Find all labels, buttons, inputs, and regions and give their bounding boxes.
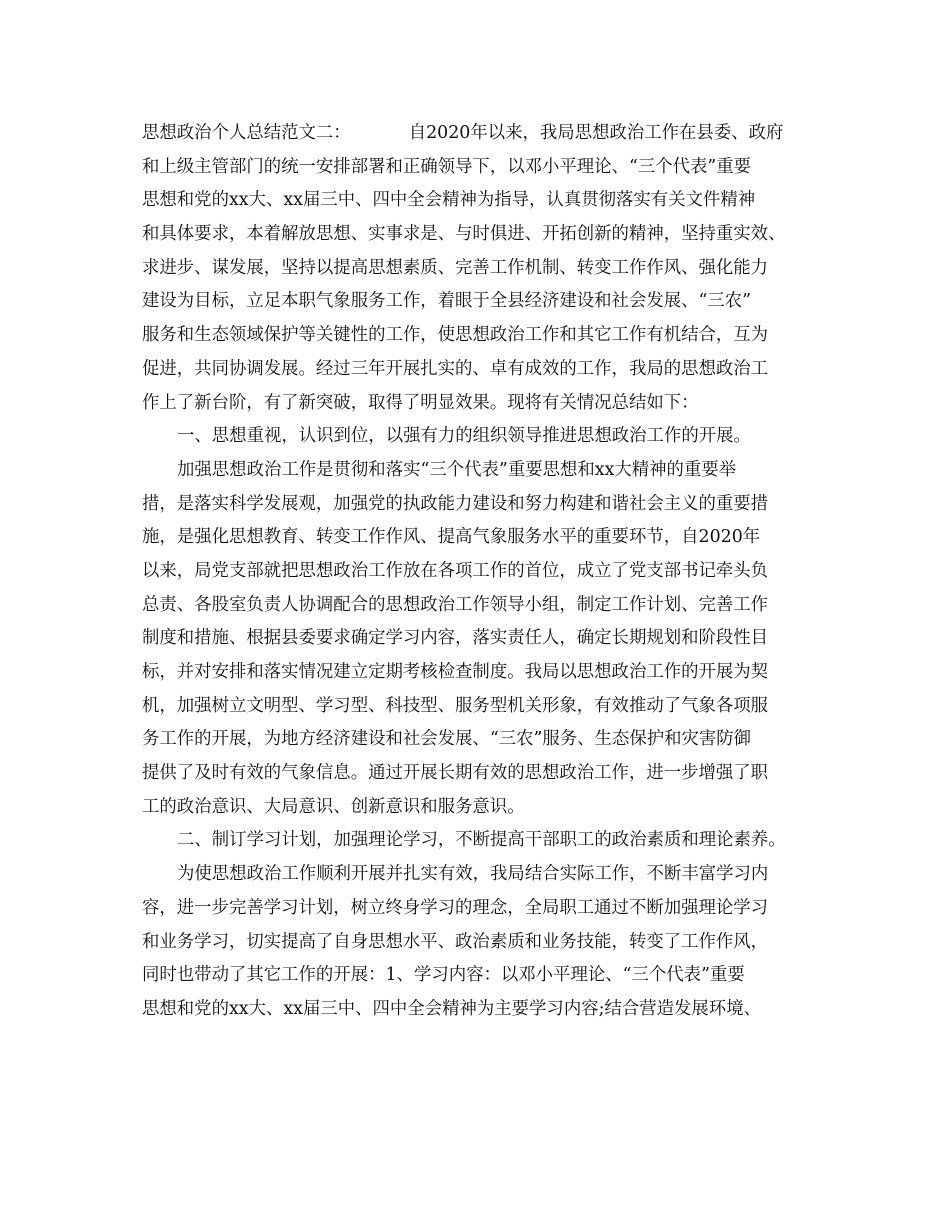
text-line: 和上级主管部门的统一安排部署和正确领导下，以邓小平理论、“三个代表”重要 [142,156,752,177]
text-line: 作上了新台阶，有了新突破，取得了明显效果。现将有关情况总结如下： [142,392,699,413]
text-line: 求进步、谋发展，坚持以提高思想素质、完善工作机制、转变工作作风、强化能力 [142,257,769,278]
paragraph-start: 为使思想政治工作顺利开展并扎实有效，我局结合实际工作，不断丰富学习内 [177,864,769,885]
text-line: 措，是落实科学发展观，加强党的执政能力建设和努力构建和谐社会主义的重要措 [142,493,769,514]
section-heading: 一、思想重视，认识到位，以强有力的组织领导推进思想政治工作的开展。 [177,426,751,447]
text-line: 制度和措施、根据县委要求确定学习内容，落实责任人，确定长期规划和阶段性目 [142,628,769,649]
paragraph-start: 加强思想政治工作是贯彻和落实“三个代表”重要思想和xx大精神的重要举 [177,459,737,480]
text-line [142,117,810,151]
text-line: 促进，共同协调发展。经过三年开展扎实的、卓有成效的工作，我局的思想政治工 [142,358,769,379]
document-title: 思想政治个人总结范文二： [142,123,351,143]
section-heading: 二、制订学习计划，加强理论学习，不断提高干部职工的政治素质和理论素养。 [177,830,786,851]
text-line: 和具体要求，本着解放思想、实事求是、与时俱进、开拓创新的精神，坚持重实效、 [142,224,786,245]
text-line: 标，并对安排和落实情况建立定期考核检查制度。我局以思想政治工作的开展为契 [142,662,769,682]
document-body [142,117,810,1027]
text-line: 以来，局党支部就把思想政治工作放在各项工作的首位，成立了党支部书记牵头负 [142,560,769,581]
text-line: 提供了及时有效的气象信息。通过开展长期有效的思想政治工作，进一步增强了职 [142,763,769,784]
text-line: 同时也带动了其它工作的开展：1、学习内容：以邓小平理论、“三个代表”重要 [142,965,745,986]
text-line: 总责、各股室负责人协调配合的思想政治工作领导小组，制定工作计划、完善工作 [142,594,769,615]
text-line: 和业务学习，切实提高了自身思想水平、政治素质和业务技能，转变了工作作风， [142,931,769,952]
text-line: 机，加强树立文明型、学习型、科技型、服务型机关形象，有效推动了气象各项服 [142,695,769,716]
text-line: 建设为目标，立足本职气象服务工作，着眼于全县经济建设和社会发展、“三农” [142,291,752,312]
text-line: 施，是强化思想教育、转变工作作风、提高气象服务水平的重要环节，自2020年 [142,527,761,548]
text-line: 务工作的开展，为地方经济建设和社会发展、“三农”服务、生态保护和灾害防御 [142,729,752,750]
text-line: 工的政治意识、大局意识、创新意识和服务意识。 [142,796,525,817]
text-line: 服务和生态领域保护等关键性的工作，使思想政治工作和其它工作有机结合，互为 [142,325,769,346]
line-text: 自2020年以来，我局思想政治工作在县委、政府 [408,123,784,143]
text-line: 容，进一步完善学习计划，树立终身学习的理念，全局职工通过不断加强理论学习 [142,897,769,918]
text-line: 思想和党的xx大、xx届三中、四中全会精神为主要学习内容;结合营造发展环境、 [142,998,761,1019]
text-line: 思想和党的xx大、xx届三中、四中全会精神为指导，认真贯彻落实有关文件精神 [142,190,756,211]
